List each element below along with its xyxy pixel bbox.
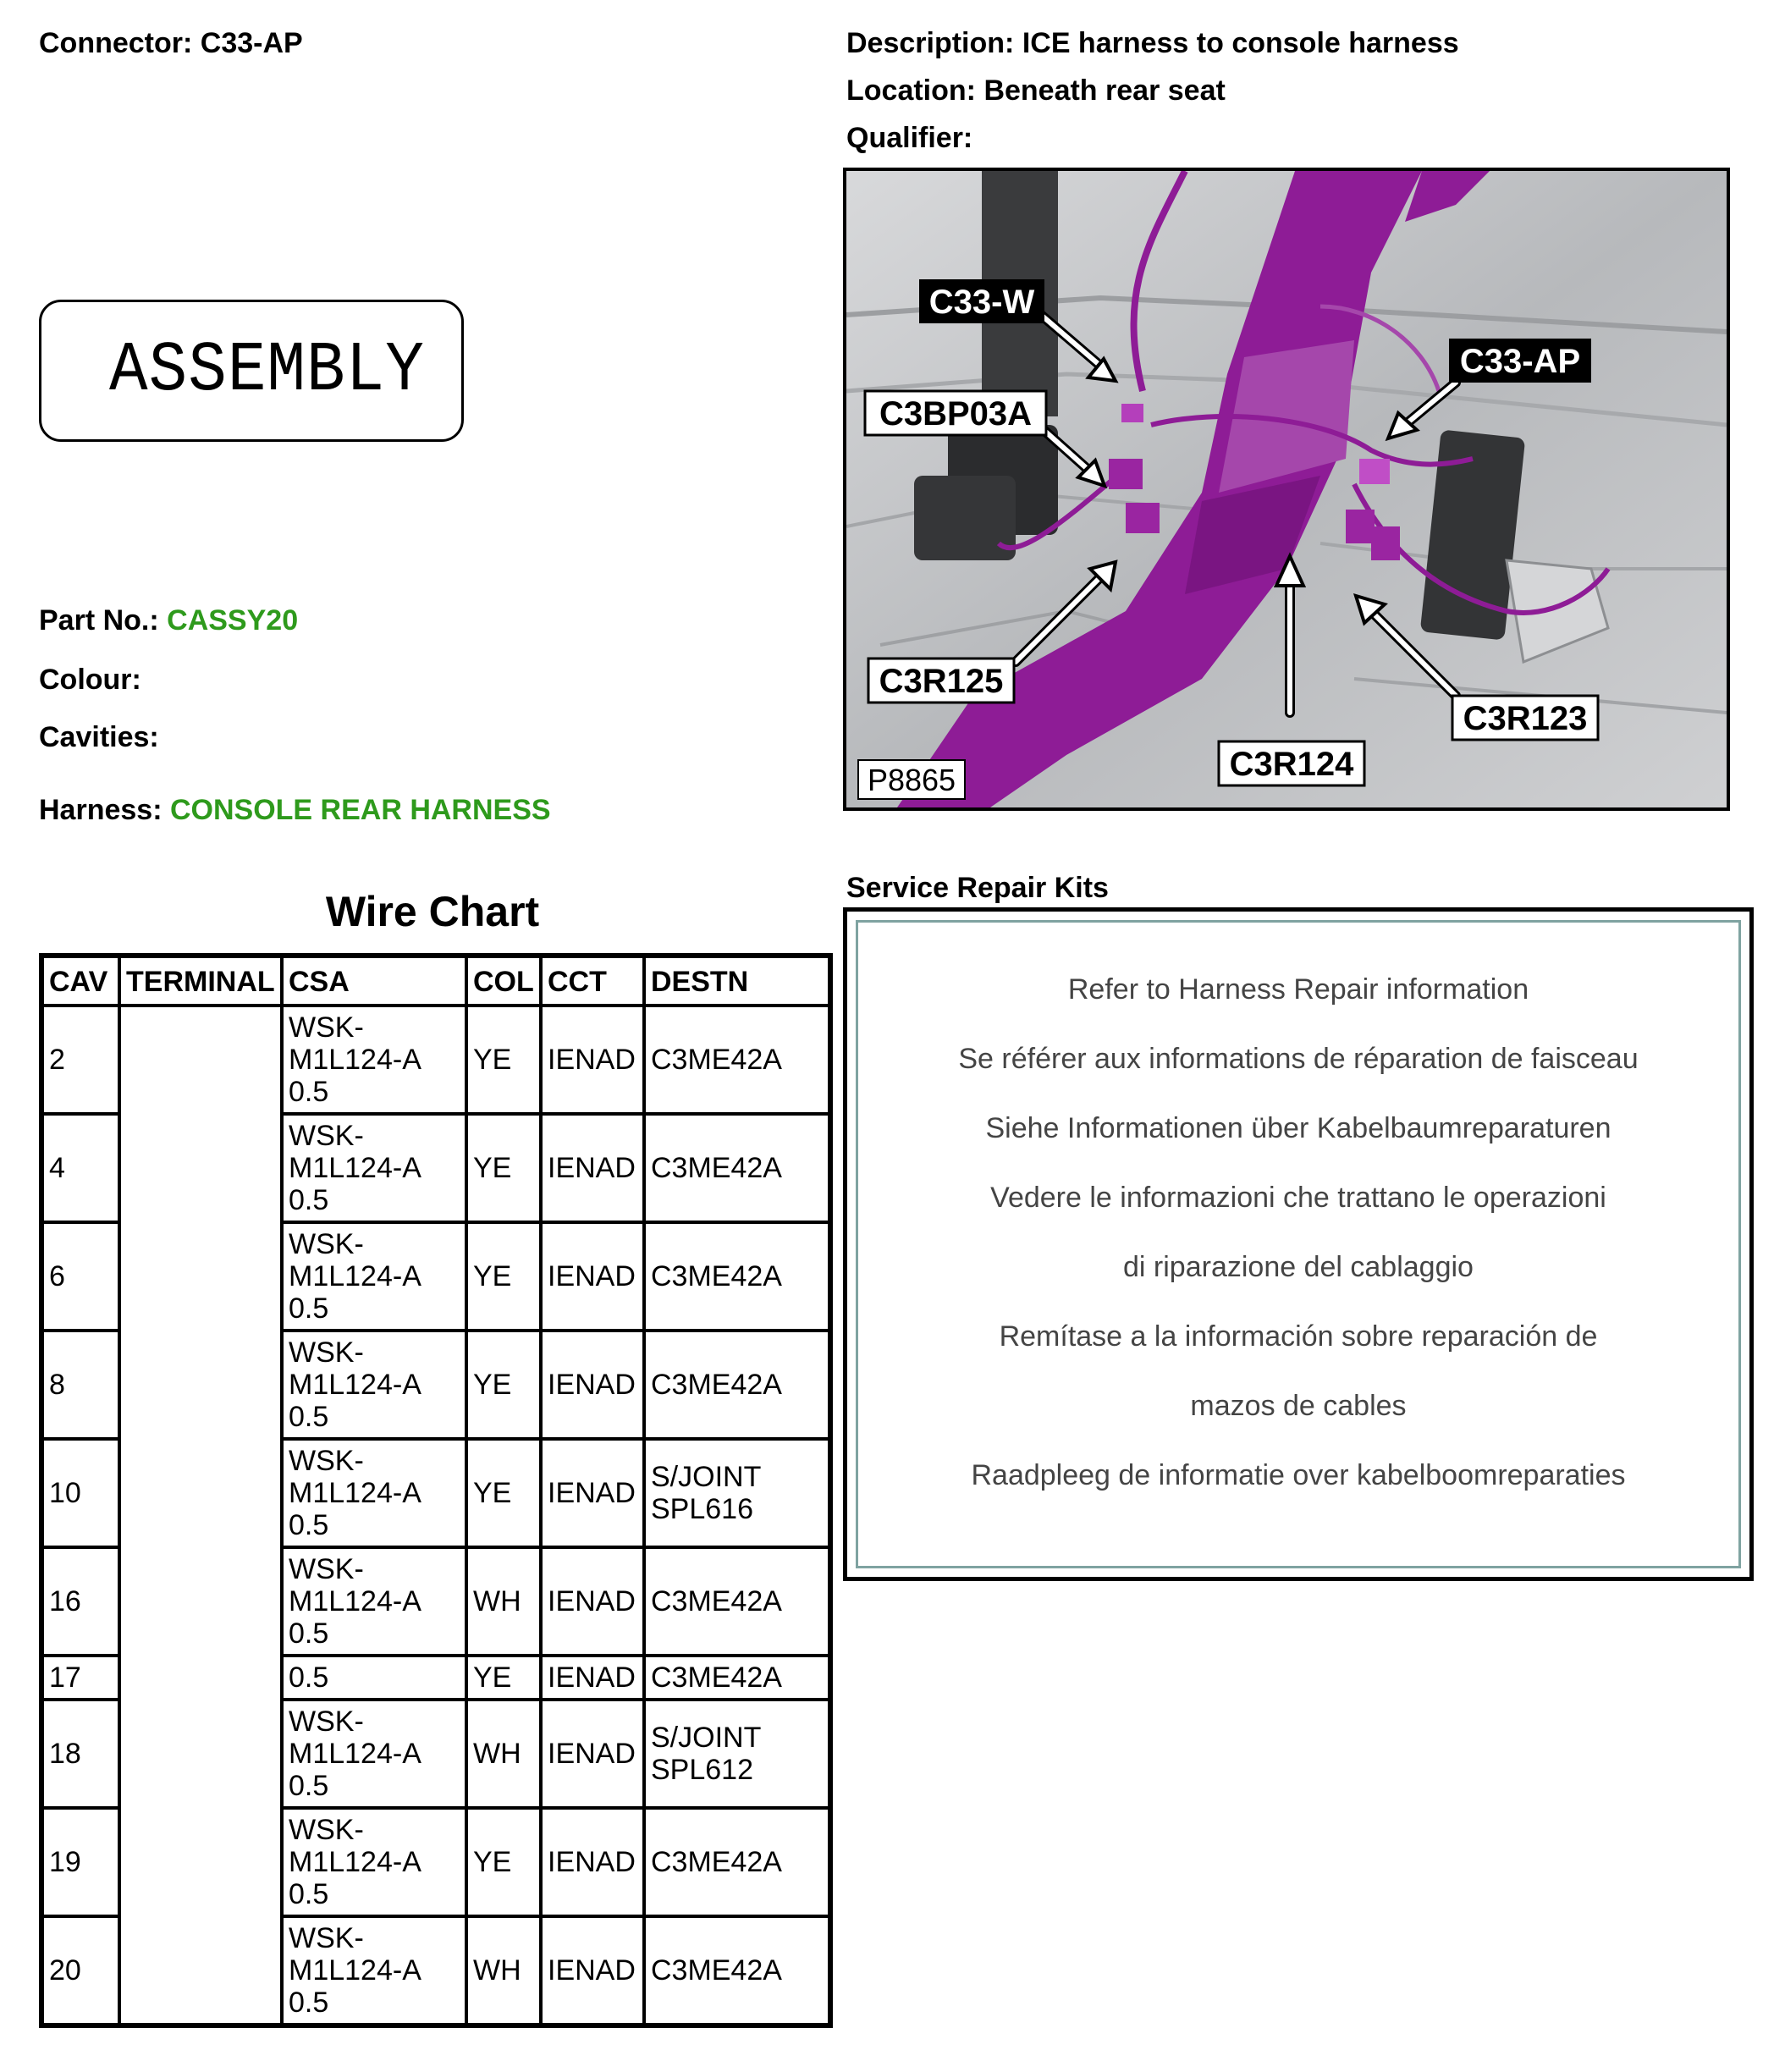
destn-cell [644, 1114, 830, 1222]
csa-cell-line: WSK- [289, 1553, 364, 1585]
csa-cell [282, 1114, 466, 1222]
csa-cell-line: 0.5 [289, 1617, 329, 1650]
destn-cell [644, 1808, 830, 1916]
cct-cell: IENAD [541, 1114, 644, 1222]
csa-cell [282, 1547, 466, 1656]
csa-cell-line: WSK- [289, 1336, 364, 1369]
destn-cell [644, 1700, 830, 1808]
location-label: Location: [846, 74, 976, 107]
repair-kits-title: Service Repair Kits [846, 872, 1109, 904]
cct-cell: IENAD [541, 1547, 644, 1656]
cav-cell: 4 [41, 1114, 119, 1222]
csa-cell [282, 1916, 466, 2025]
csa-cell [282, 1331, 466, 1439]
destn-cell [644, 1439, 830, 1547]
callout-c33-ap: C33-AP [1459, 343, 1581, 380]
repair-kit-line: Remítase a la información sobre reparación de [999, 1320, 1598, 1353]
col-cell: WH [466, 1916, 541, 2025]
destn-cell-line: C3ME42A [651, 1661, 782, 1694]
csa-cell-line: 0.5 [289, 1770, 329, 1802]
destn-cell [644, 1222, 830, 1331]
col-cell: YE [466, 1006, 541, 1114]
destn-cell [644, 1331, 830, 1439]
wire-chart-row [41, 1006, 830, 1114]
terminal-cell [119, 1006, 282, 2025]
csa-cell-line: WSK- [289, 1814, 364, 1846]
description-value: ICE harness to console harness [1022, 27, 1459, 59]
header-csa: CSA [282, 956, 466, 1006]
destn-cell-line: C3ME42A [651, 1585, 782, 1617]
destn-cell-line: S/JOINT [651, 1722, 762, 1754]
cav-cell: 17 [41, 1656, 119, 1700]
qualifier-field [846, 122, 972, 155]
description-label: Description: [846, 27, 1015, 59]
col-cell: YE [466, 1222, 541, 1331]
csa-cell-line: WSK- [289, 1011, 364, 1044]
csa-cell [282, 1656, 466, 1700]
destn-cell-line: C3ME42A [651, 1044, 782, 1076]
col-cell: WH [466, 1547, 541, 1656]
cavities-label: Cavities: [39, 721, 159, 753]
connector-label: Connector: [39, 27, 193, 59]
destn-cell-line: S/JOINT [651, 1461, 762, 1493]
destn-cell [644, 1006, 830, 1114]
cct-cell: IENAD [541, 1808, 644, 1916]
col-cell: YE [466, 1331, 541, 1439]
callout-c3bp03a: C3BP03A [879, 395, 1033, 433]
wire-chart-body [41, 1006, 830, 2025]
part-no-label: Part No.: [39, 604, 159, 636]
assembly-text: ASSEMBLY [109, 330, 425, 411]
repair-kit-line: Siehe Informationen über Kabelbaumreparaturen [985, 1112, 1611, 1144]
csa-cell-line: 0.5 [289, 1184, 329, 1216]
destn-cell [644, 1547, 830, 1656]
cct-cell: IENAD [541, 1222, 644, 1331]
csa-cell-line: WSK- [289, 1228, 364, 1260]
cct-cell: IENAD [541, 1331, 644, 1439]
csa-cell-line: WSK- [289, 1120, 364, 1152]
callout-c3r125: C3R125 [879, 663, 1004, 700]
header-col: COL [466, 956, 541, 1006]
assembly-placeholder [39, 300, 464, 442]
csa-cell-line: M1L124-A [289, 1738, 421, 1770]
harness-field [39, 794, 551, 827]
col-cell: YE [466, 1439, 541, 1547]
cav-cell: 18 [41, 1700, 119, 1808]
repair-kit-line: Refer to Harness Repair information [1067, 973, 1529, 1006]
connector-field [39, 27, 303, 60]
cav-cell: 16 [41, 1547, 119, 1656]
csa-cell-line: M1L124-A [289, 1477, 421, 1509]
header-terminal: TERMINAL [119, 956, 282, 1006]
destn-cell-line: SPL612 [651, 1754, 753, 1786]
part-no-value: CASSY20 [167, 604, 299, 636]
csa-cell-line: 0.5 [289, 1509, 329, 1541]
connector-location-photo [843, 168, 1730, 811]
location-value: Beneath rear seat [983, 74, 1226, 107]
col-cell: YE [466, 1114, 541, 1222]
header-cav: CAV [41, 956, 119, 1006]
cct-cell: IENAD [541, 1006, 644, 1114]
description-field [846, 27, 1459, 60]
csa-cell-line: M1L124-A [289, 1369, 421, 1401]
figure-id: P8865 [867, 763, 956, 797]
csa-cell-line: 0.5 [289, 1987, 329, 2019]
callout-c3r124: C3R124 [1229, 746, 1354, 783]
header-cct: CCT [541, 956, 644, 1006]
csa-cell-line: M1L124-A [289, 1260, 421, 1292]
csa-cell-line: M1L124-A [289, 1585, 421, 1617]
harness-label: Harness: [39, 794, 163, 826]
cav-cell: 19 [41, 1808, 119, 1916]
csa-cell-line: WSK- [289, 1922, 364, 1954]
csa-cell [282, 1808, 466, 1916]
repair-kit-line: di riparazione del cablaggio [1123, 1251, 1474, 1283]
cav-cell: 2 [41, 1006, 119, 1114]
wire-chart-header-row [41, 956, 830, 1006]
csa-cell-line: 0.5 [289, 1292, 329, 1325]
destn-cell-line: SPL616 [651, 1493, 753, 1525]
repair-kit-line: Raadpleeg de informatie over kabelboomreparaties [971, 1459, 1626, 1491]
csa-cell [282, 1439, 466, 1547]
header-destn: DESTN [644, 956, 830, 1006]
destn-cell-line: C3ME42A [651, 1954, 782, 1987]
cav-cell: 6 [41, 1222, 119, 1331]
location-field [846, 74, 1226, 107]
csa-cell [282, 1006, 466, 1114]
repair-kit-line: mazos de cables [1190, 1390, 1407, 1422]
destn-cell-line: C3ME42A [651, 1152, 782, 1184]
csa-cell-line: 0.5 [289, 1661, 329, 1694]
csa-cell-line: M1L124-A [289, 1846, 421, 1878]
colour-label: Colour: [39, 664, 141, 696]
cav-cell: 10 [41, 1439, 119, 1547]
wire-chart-table [39, 953, 833, 2028]
callout-c33-w: C33-W [928, 284, 1035, 321]
csa-cell-line: M1L124-A [289, 1044, 421, 1076]
csa-cell-line: M1L124-A [289, 1152, 421, 1184]
photo-illustration [846, 171, 1727, 807]
wire-chart-title: Wire Chart [325, 888, 540, 935]
destn-cell [644, 1656, 830, 1700]
cct-cell: IENAD [541, 1656, 644, 1700]
cct-cell: IENAD [541, 1916, 644, 2025]
csa-cell-line: M1L124-A [289, 1954, 421, 1987]
csa-cell-line: 0.5 [289, 1076, 329, 1108]
connector-value: C33-AP [200, 27, 303, 59]
csa-cell-line: 0.5 [289, 1878, 329, 1910]
callout-c3r123: C3R123 [1463, 700, 1588, 737]
repair-kit-line: Vedere le informazioni che trattano le operazioni [990, 1182, 1606, 1214]
colour-field [39, 664, 141, 697]
destn-cell [644, 1916, 830, 2025]
destn-cell-line: C3ME42A [651, 1260, 782, 1292]
col-cell: YE [466, 1808, 541, 1916]
cct-cell: IENAD [541, 1700, 644, 1808]
cav-cell: 20 [41, 1916, 119, 2025]
repair-kits-box [843, 907, 1754, 1581]
col-cell: YE [466, 1656, 541, 1700]
csa-cell-line: WSK- [289, 1445, 364, 1477]
csa-cell [282, 1222, 466, 1331]
cct-cell: IENAD [541, 1439, 644, 1547]
cavities-field [39, 721, 159, 754]
repair-kit-line: Se référer aux informations de réparation de faisceau [958, 1043, 1639, 1075]
destn-cell-line: C3ME42A [651, 1369, 782, 1401]
qualifier-label: Qualifier: [846, 122, 973, 154]
csa-cell-line: WSK- [289, 1706, 364, 1738]
col-cell: WH [466, 1700, 541, 1808]
csa-cell-line: 0.5 [289, 1401, 329, 1433]
destn-cell-line: C3ME42A [651, 1846, 782, 1878]
harness-value: CONSOLE REAR HARNESS [169, 794, 551, 826]
csa-cell [282, 1700, 466, 1808]
cav-cell: 8 [41, 1331, 119, 1439]
part-no-field [39, 604, 298, 637]
repair-kits-inner [856, 920, 1741, 1568]
